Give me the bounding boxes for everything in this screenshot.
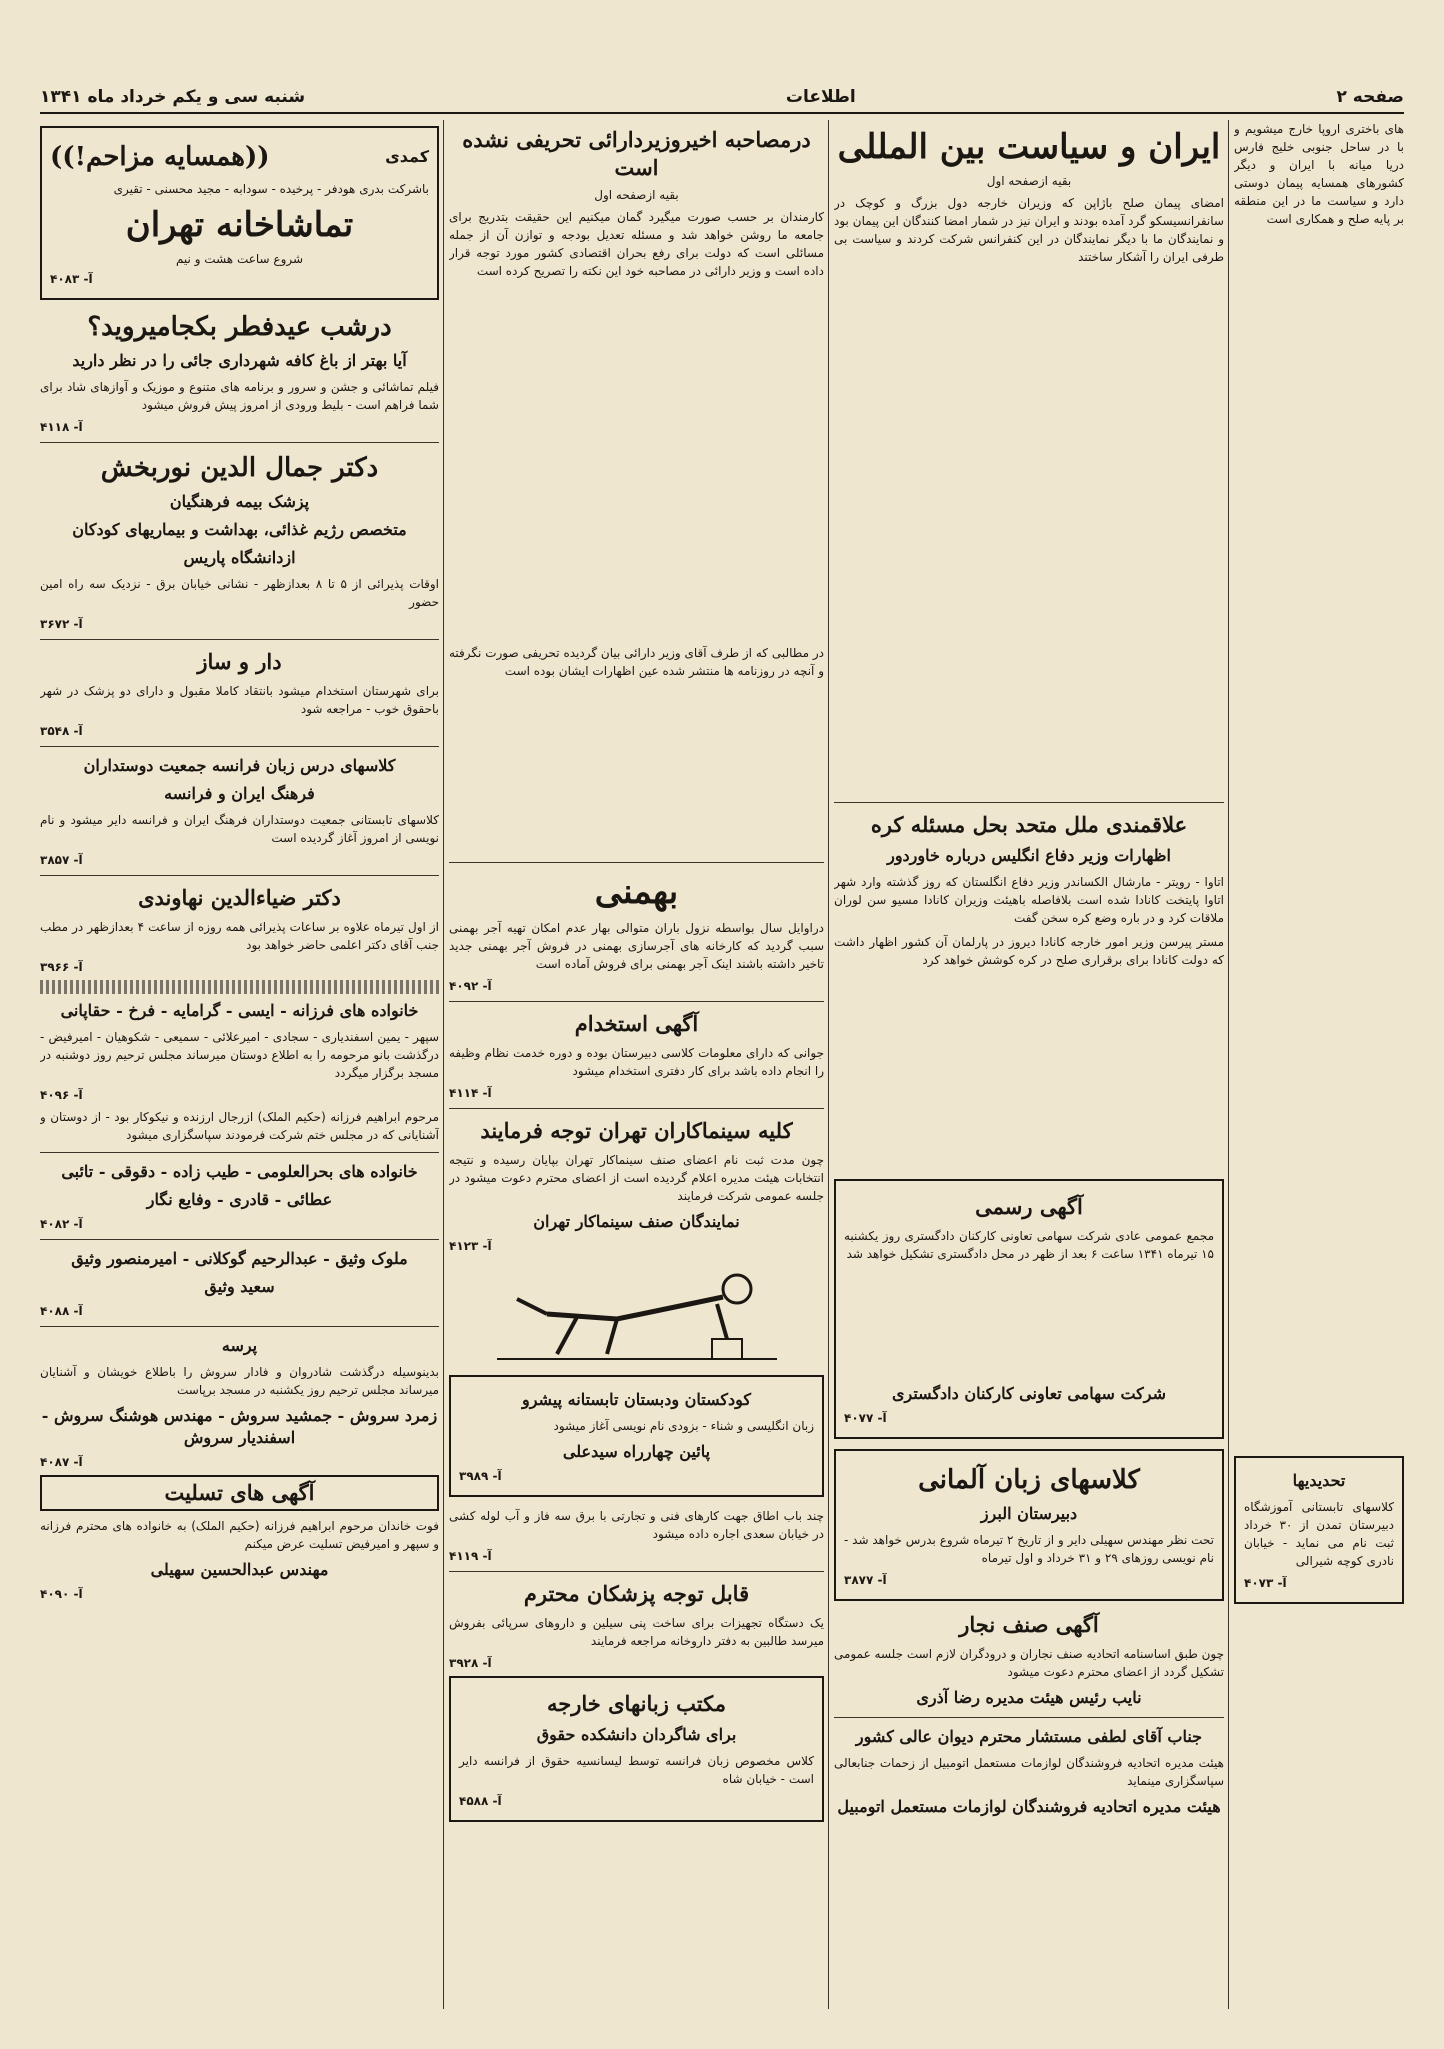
notice-text: کلاسهای تابستانی آموزشگاه دبیرستان تمدن از ۳۰ خرداد ثبت نام می نماید - خیابان نادری کوچه شیرالی xyxy=(1244,1500,1395,1568)
column-rule xyxy=(1228,120,1229,2009)
ad-title: آگهی صنف نجار xyxy=(959,1612,1099,1637)
comedy-header xyxy=(50,134,429,180)
ad-signature: نایب رئیس هیئت مدیره رضا آذری xyxy=(916,1688,1142,1707)
doctor-name: دکتر ضیاءالدین نهاوندی xyxy=(138,885,341,910)
divider xyxy=(834,802,1224,803)
notice-box xyxy=(1234,1456,1404,1604)
ad-text: چند باب اطاق جهت کارهای فنی و تجارتی با برق سه فاز و آب لوله کشی در خیابان سعدی اجاره داده میشود xyxy=(449,1509,824,1541)
notice-text: مجمع عمومی عادی شرکت سهامی تعاونی کارکنان دادگستری روز یکشنبه ۱۵ تیرماه ۱۳۴۱ ساعت ۶ بعد از ظهر در محل دادگستری تشکیل خواهد شد xyxy=(844,1229,1214,1261)
notice-title: پرسه xyxy=(221,1336,258,1355)
letter-text: هیئت مدیره اتحادیه فروشندگان لوازمات مستعمل اتومبیل از زحمات جنابعالی سپاسگزاری مینماید xyxy=(834,1756,1224,1788)
column-1 xyxy=(1234,120,1404,2009)
ad-code: آ- ۴۰۷۳ xyxy=(1244,1576,1287,1590)
article-title: علاقمندی ملل متحد بحل مسئله کره xyxy=(870,812,1188,837)
notice-title: خانواده های فرزانه - ایسی - گرامایه - فرخ - حقاپانی xyxy=(60,1001,419,1020)
article-title: درمصاحبه اخیروزیردارائی تحریفی نشده است xyxy=(462,127,811,180)
ad-text: چون طبق اساسنامه اتحادیه صنف نجاران و درودگران لازم است جلسه عمومی تشکیل گردد از اعضای محترم دعوت میشود xyxy=(834,1647,1224,1679)
theatre-name: تماشاخانه تهران xyxy=(125,205,354,245)
letter-title: جناب آقای لطفی مستشار محترم دیوان عالی کشور xyxy=(855,1727,1203,1746)
article-text: امضای پیمان صلح باژاپن که وزیران خارجه دول بزرگ و کوچک در سانفرانسیسکو گرد آمده بودند و ایران نیز در شمار امضا کنندگان این پیمان بود و نمایندگان ما با دیگر نمایندگان در این کنفرانس شرکت کردند و سیاست بی طرفی ایران را آشکار ساختند xyxy=(834,196,1224,264)
notice-signature: مهندس عبدالحسین سهیلی xyxy=(150,1560,329,1579)
notice-text: بدینوسیله درگذشت شادروان و فادار سروش را باطلاع خویشان و آشنایان میرساند مجلس ترحیم روز یکشنبه در مسجد برپاست xyxy=(40,1365,439,1397)
ad-code: آ- ۴۵۸۸ xyxy=(459,1794,502,1808)
comedy-label: کمدی xyxy=(385,147,429,166)
ad-text: تحت نظر مهندس سهیلی دایر و از تاریخ ۲ تیرماه شروع بدرس خواهد شد - نام نویسی روزهای ۲۹ و ۳۱ خرداد و اول تیرماه xyxy=(844,1533,1214,1565)
ad-code: آ- ۴۱۱۴ xyxy=(449,1086,492,1100)
ad-code: آ- ۳۶۷۲ xyxy=(40,617,83,631)
article-title: ایران و سیاست بین المللی xyxy=(837,127,1221,167)
ad-code: آ- ۴۱۱۸ xyxy=(40,420,83,434)
ad-signature: نمایندگان صنف سینماکار تهران xyxy=(533,1212,740,1231)
divider xyxy=(40,1239,439,1240)
notice-subtitle: سعید وثیق xyxy=(204,1277,275,1296)
ad-code: آ- ۴۰۹۶ xyxy=(40,1088,83,1102)
ad-text: فیلم تماشائی و جشن و سرور و برنامه های متنوع و موزیک و آوازهای شاد برای شما فراهم است - بلیط ورودی از امروز پیش فروش میشود xyxy=(40,380,439,412)
ad-text: از اول تیرماه علاوه بر ساعات پذیرائی همه روزه از ساعت ۴ بعدازظهر در مطب جنب آقای دکتر اعلمی حاضر خواهد بود xyxy=(40,920,439,952)
ad-title: کلیه سینماکاران تهران توجه فرمایند xyxy=(480,1118,793,1143)
divider xyxy=(449,1571,824,1572)
theatre-ad xyxy=(40,126,439,300)
language-school-ad xyxy=(449,1676,824,1822)
notice-signature: شرکت سهامی تعاونی کارکنان دادگستری xyxy=(891,1384,1167,1403)
letter-signature: هیئت مدیره اتحادیه فروشندگان لوازمات مستعمل اتومبیل xyxy=(837,1797,1221,1816)
ad-code: آ- ۴۰۹۰ xyxy=(40,1587,83,1601)
ad-title: بهمنی xyxy=(594,872,679,912)
divider xyxy=(40,746,439,747)
notice-subtitle: عطائی - قادری - وفایع نگار xyxy=(146,1190,333,1209)
page-number: صفحه ۲ xyxy=(1336,87,1404,107)
ad-code: آ- ۳۹۲۸ xyxy=(449,1656,492,1670)
ad-code: آ- ۴۰۹۲ xyxy=(449,979,492,993)
ad-code: آ- ۴۱۱۹ xyxy=(449,1549,492,1563)
ad-code: آ- ۴۰۸۳ xyxy=(50,272,93,286)
cast-list: باشرکت بدری هودفر - پرخیده - سودابه - مجید محسنی - تقیری xyxy=(113,182,429,196)
masthead xyxy=(40,86,1404,114)
decorative-band xyxy=(40,980,439,994)
ad-code: آ- ۴۰۸۲ xyxy=(40,1217,83,1231)
divider xyxy=(449,862,824,863)
divider xyxy=(40,639,439,640)
ad-text: یک دستگاه تجهیزات برای ساخت پنی سیلین و داروهای سرپائی بفروش میرسد طالبین به دفتر داروخانه مراجعه فرمایند xyxy=(449,1616,824,1648)
article-text: اتاوا - رویتر - مارشال الکساندر وزیر دفاع انگلستان که روز گذشته وارد شهر اتاوا پایتخت کانادا شده است بلافاصله باهیئت وزیران کانادا مسیو سن لوران ملاقات کرد و در باره وضع کره سخن گفت xyxy=(834,875,1224,925)
ad-title: دار و ساز xyxy=(197,649,282,674)
column-3 xyxy=(449,120,824,2009)
ad-subtitle: دبیرستان البرز xyxy=(980,1504,1078,1523)
ad-text: چون مدت ثبت نام اعضای صنف سینماکار تهران بپایان رسیده و نتیجه انتخابات هیئت مدیره اعلام گردیده است از اعضای محترم دعوت میشود در جلسه عمومی شرکت فرمایند xyxy=(449,1153,824,1203)
kindergarten-ad xyxy=(449,1375,824,1497)
show-time: شروع ساعت هشت و نیم xyxy=(175,252,304,266)
divider xyxy=(40,1326,439,1327)
ad-code: آ- ۳۹۶۶ xyxy=(40,960,83,974)
condolence-header: آگهی های تسلیت xyxy=(40,1475,439,1511)
official-notice xyxy=(834,1179,1224,1439)
ad-text: برای شهرستان استخدام میشود بانتقاد کاملا مقبول و دارای دو پزشک در شهر باحقوق خوب - مراجعه شود xyxy=(40,684,439,716)
divider xyxy=(40,875,439,876)
continued-text: های باختری اروپا خارج میشویم و با در ساحل جنوبی خلیج فارس دریا میانه با ایران و دیگر کشورهای همسایه پیمان دوستی دارد و سیاست ما در این منطقه بر پایه صلح و همکاری است xyxy=(1234,122,1404,226)
ad-code: آ- ۴۰۷۷ xyxy=(844,1411,887,1425)
notice-text: سپهر - یمین اسفندیاری - سجادی - امیرعلائی - سمیعی - شکوهیان - امیرفیض - درگذشت بانو مرحومه را به اطلاع دوستان میرساند مجلس ترحیم روز دوشنبه در مسجد برگزار میگردد xyxy=(40,1030,439,1080)
ad-title: کلاسهای درس زبان فرانسه جمعیت دوستداران xyxy=(83,756,396,775)
divider xyxy=(449,1108,824,1109)
doctor-role: پزشک بیمه فرهنگیان xyxy=(169,492,310,511)
issue-date: شنبه سی و یکم خرداد ماه ۱۳۴۱ xyxy=(40,87,306,107)
notice-title: آگهی رسمی xyxy=(975,1194,1083,1219)
ad-text: کلاسهای تابستانی جمعیت دوستداران فرهنگ ایران و فرانسه دایر میشود و نام نویسی از امروز آغاز گردیده است xyxy=(40,813,439,845)
ad-text: دراوایل سال بواسطه نزول باران متوالی بهار عدم امکان تهیه آجر بهمنی سبب گردید که کارخانه های آجرسازی بهمنی در فروش آجر بهمنی جدید تاخیر داشته باشند اینک آجر بهمنی برای فروش آماده است xyxy=(449,921,824,971)
ad-text: کلاس مخصوص زبان فرانسه توسط لیسانسیه حقوق از فرانسه دایر است - خیابان شاه xyxy=(459,1754,814,1786)
ad-text: جوانی که دارای معلومات کلاسی دبیرستان بوده و دوره خدمت نظام وظیفه را انجام داده باشد برای کار دفتری استخدام میشود xyxy=(449,1046,824,1078)
notice-title: خانواده های بحرالعلومی - طیب زاده - دقوقی - تائبی xyxy=(61,1162,418,1181)
ad-title: مکتب زبانهای خارجه xyxy=(547,1691,726,1716)
doctor-name: دکتر جمال الدین نوربخش xyxy=(100,453,379,483)
ad-title: قابل توجه پزشکان محترم xyxy=(523,1581,750,1606)
article-text: کارمندان بر حسب صورت میگیرد گمان میکنیم این حقیقت بتدریج برای جامعه ما روشن خواهد شد و مسئله تعدیل بودجه و توازن آن از جمله مسائلی است که دولت برای رفع بحران اقتصادی کشور مورد توجه قرار داده است و وزیر دارائی در مصاحبه خود این نکته را تصریح کرده است xyxy=(449,210,824,278)
column-2 xyxy=(834,120,1224,2009)
article-text: مستر پیرسن وزیر امور خارجه کانادا دیروز در پارلمان آن کشور اظهار داشت که دولت کانادا برای برقراری صلح در کره کوشش خواهد کرد xyxy=(834,935,1224,967)
doctor-specialty: متخصص رژیم غذائی، بهداشت و بیماریهای کودکان xyxy=(72,520,407,539)
ad-code: آ- ۴۰۸۸ xyxy=(40,1304,83,1318)
column-rule xyxy=(828,120,829,2009)
article-subtitle: اظهارات وزیر دفاع انگلیس درباره خاوردور xyxy=(887,846,1171,865)
ad-code: آ- ۴۰۸۷ xyxy=(40,1455,83,1469)
ad-subtitle: فرهنگ ایران و فرانسه xyxy=(164,784,315,803)
ad-subtitle: آیا بهتر از باغ کافه شهرداری جائی را در نظر دارید xyxy=(72,351,407,370)
notice-text: فوت خاندان مرحوم ابراهیم فرزانه (حکیم الملک) به خانواده های محترم فرزانه و سپهر و امیرفیض تسلیت عرض میکنم xyxy=(40,1519,439,1551)
ad-code: آ- ۳۸۵۷ xyxy=(40,853,83,867)
ad-title: آگهی استخدام xyxy=(574,1011,699,1036)
doctor-university: ازدانشگاه پاریس xyxy=(183,548,296,567)
ad-title: کودکستان ودبستان تابستانه پیشرو xyxy=(522,1390,751,1409)
divider xyxy=(40,442,439,443)
notice-title: ملوک وثیق - عبدالرحیم گوکلانی - امیرمنصور وثیق xyxy=(71,1249,408,1268)
german-classes-ad xyxy=(834,1449,1224,1601)
ad-code: آ- ۳۵۴۸ xyxy=(40,724,83,738)
divider xyxy=(40,1152,439,1153)
ad-address: پائین چهارراه سیدعلی xyxy=(562,1442,711,1461)
ad-title: کلاسهای زبان آلمانی xyxy=(918,1465,1140,1495)
column-rule xyxy=(443,120,444,2009)
ad-text: زبان انگلیسی و شناء - بزودی نام نویسی آغاز میشود xyxy=(553,1419,814,1433)
play-title: ((همسایه مزاحم!)) xyxy=(50,142,270,172)
paper-name: اطلاعات xyxy=(785,87,856,107)
gymnast-illustration xyxy=(487,1259,787,1369)
ad-code: آ- ۳۸۷۷ xyxy=(844,1573,887,1587)
doctor-address: اوقات پذیرائی از ۵ تا ۸ بعدازظهر - نشانی خیابان برق - نزدیک سه راه امین حضور xyxy=(40,577,439,609)
divider xyxy=(449,1001,824,1002)
divider xyxy=(834,1717,1224,1718)
ad-title: درشب عیدفطر بکجامیروید؟ xyxy=(87,312,392,342)
ad-code: آ- ۳۹۸۹ xyxy=(459,1469,502,1483)
columns-grid xyxy=(40,120,1404,2009)
ad-subtitle: برای شاگردان دانشکده حقوق xyxy=(536,1725,737,1744)
notice-names: زمرد سروش - جمشید سروش - مهندس هوشنگ سروش - اسفندیار سروش xyxy=(41,1406,438,1447)
article-subtitle: بقیه ازصفحه اول xyxy=(986,174,1072,188)
article-text: در مطالبی که از طرف آقای وزیر دارائی بیان گردیده تحریفی صورت نگرفته و آنچه در روزنامه ها منتشر شده عین اظهارات ایشان بوده است xyxy=(449,646,824,678)
notice-title: تحدیدیها xyxy=(1292,1471,1346,1490)
ad-code: آ- ۴۱۲۳ xyxy=(449,1239,492,1253)
notice-text: مرحوم ابراهیم فرزانه (حکیم الملک) ازرجال ارزنده و نیکوکار بود - از دوستان و آشنایانی که در مجلس ختم شرکت فرمودند سپاسگزاری میشود xyxy=(40,1110,439,1142)
column-4 xyxy=(40,120,439,2009)
article-subtitle: بقیه ازصفحه اول xyxy=(594,188,679,202)
